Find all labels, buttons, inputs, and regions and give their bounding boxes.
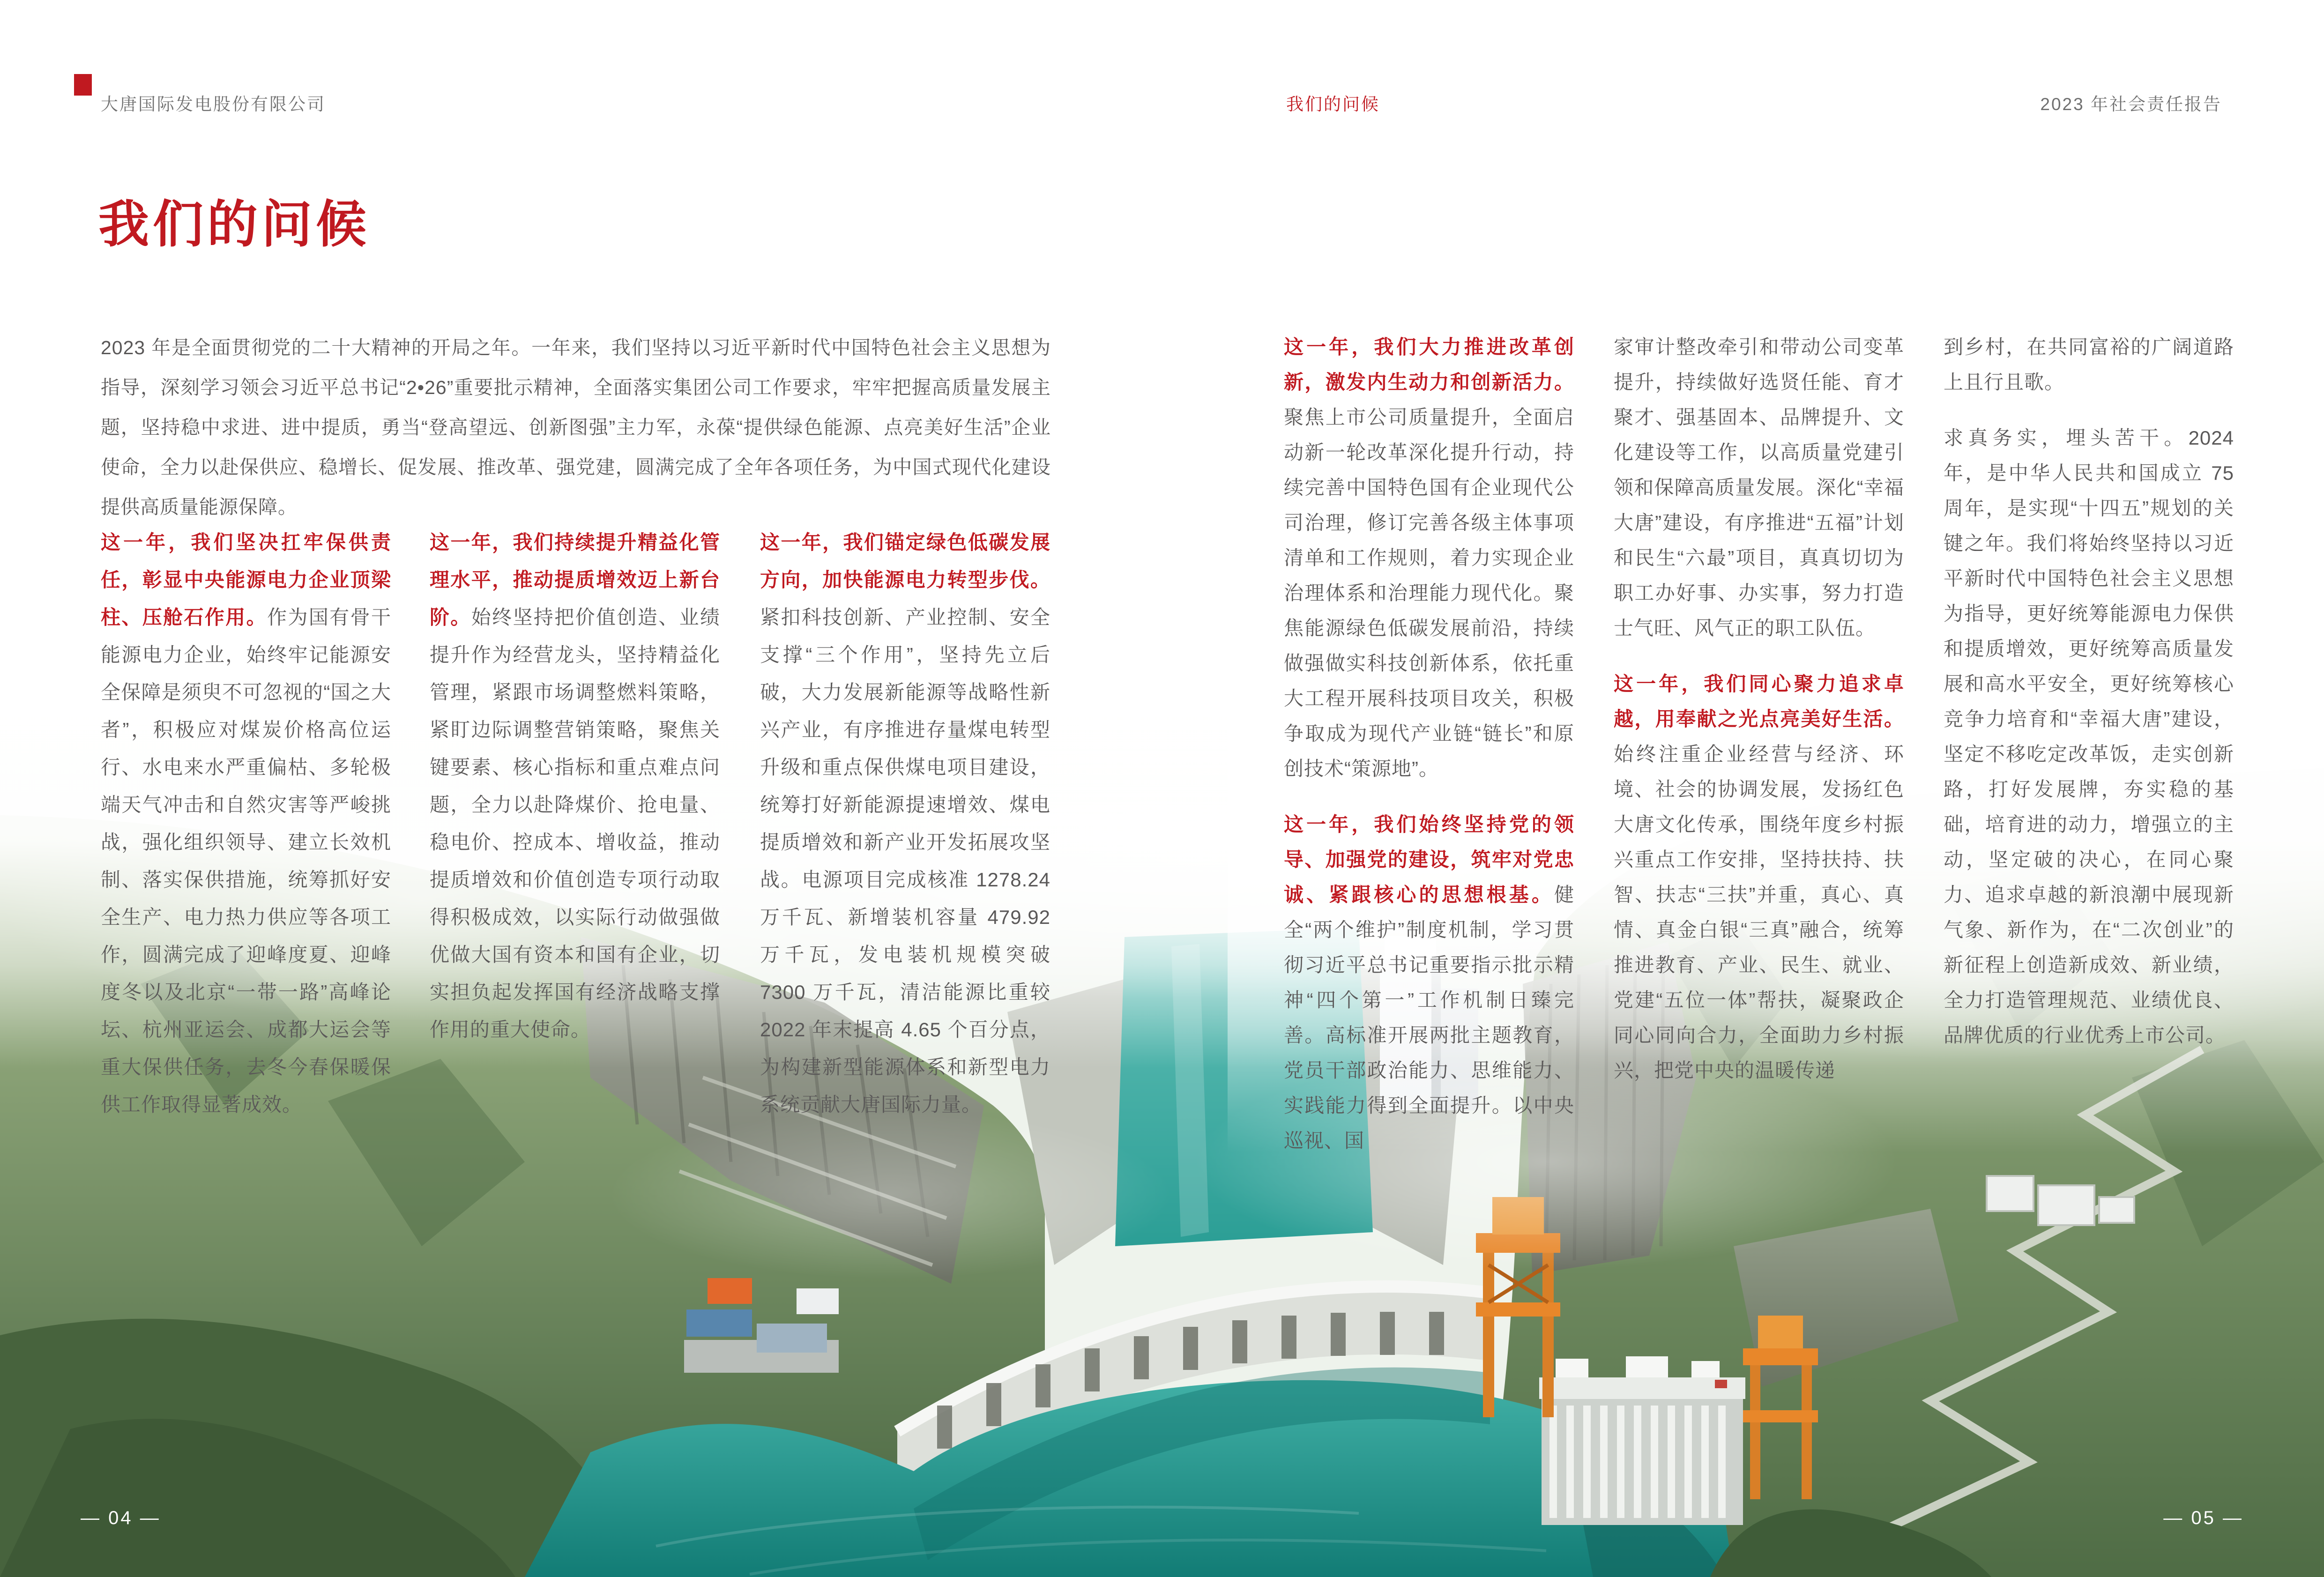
paragraph bbox=[430, 524, 720, 1049]
paragraph-body: 家审计整改牵引和带动公司变革提升，持续做好选贤任能、育才聚才、强基固本、品牌提升、文化建设等工作，以高质量党建引领和保障高质量发展。深化“幸福大唐”建设，有序推进“五福”计划和民生“六最”项目，真真切切为职工办好事、办实事，努力打造士气旺、风气正的职工队伍。 bbox=[1614, 336, 1904, 639]
intro-paragraph: 2023 年是全面贯彻党的二十大精神的开局之年。一年来，我们坚持以习近平新时代中国特色社会主义思想为指导，深刻学习领会习近平总书记“2•26”重要批示精神，全面落实集团公司工作要求，牢牢把握高质量发展主题，坚持稳中求进、进中提质，勇当“登高望远、创新图强”主力军，永葆“提供绿色能源、点亮美好生活”企业使命，全力以赴保供应、稳增长、促发展、推改革、强党建，圆满完成了全年各项任务，为中国式现代化建设提供高质量能源保障。 bbox=[101, 337, 1051, 518]
header-section-name: 我们的问候 bbox=[1286, 95, 1380, 114]
page-title: 我们的问候 bbox=[98, 196, 371, 253]
paragraph bbox=[101, 524, 391, 1123]
paragraph bbox=[1614, 666, 1904, 1088]
column-3 bbox=[760, 524, 1050, 1144]
column-1 bbox=[101, 524, 391, 1144]
paragraph bbox=[1944, 420, 2234, 1053]
page-number-left: — 04 — bbox=[81, 1508, 161, 1528]
paragraph-body: 聚焦上市公司质量提升，全面启动新一轮改革深化提升行动，持续完善中国特色国有企业现代公司治理，修订完善各级主体事项清单和工作规则，着力实现企业治理体系和治理能力现代化。聚焦能源绿色低碳发展前沿，持续做强做实科技创新体系，依托重大工程开展科技项目攻关，积极争取成为现代产业链“链长”和原创技术“策源地”。 bbox=[1284, 406, 1574, 780]
paragraph bbox=[1284, 329, 1574, 786]
paragraph-lead: 这一年，我们锚定绿色低碳发展方向，加快能源电力转型步伐。 bbox=[760, 531, 1050, 591]
column-6 bbox=[1944, 329, 2234, 1073]
header-company-name: 大唐国际发电股份有限公司 bbox=[101, 95, 326, 114]
paragraph-body: 始终坚持把价值创造、业绩提升作为经营龙头，坚持精益化管理，紧跟市场调整燃料策略，紧盯边际调整营销策略，聚焦关键要素、核心指标和重点难点问题，全力以赴降煤价、抢电量、稳电价、控成本、增收益，推动提质增效和价值创造专项行动取得积极成效，以实际行动做强做优做大国有资本和国有企业，切实担负起发挥国有经济战略支撑作用的重大使命。 bbox=[430, 606, 720, 1041]
paragraph-body: 作为国有骨干能源电力企业，始终牢记能源安全保障是须臾不可忽视的“国之大者”，积极应对煤炭价格高位运行、水电来水严重偏枯、多轮极端天气冲击和自然灾害等严峻挑战，强化组织领导、建立长效机制、落实保供措施，统筹抓好安全生产、电力热力供应等各项工作，圆满完成了迎峰度夏、迎峰度冬以及北京“一带一路”高峰论坛、杭州亚运会、成都大运会等重大保供任务，去冬今春保暖保供工作取得显著成效。 bbox=[101, 606, 391, 1116]
paragraph bbox=[1284, 807, 1574, 1158]
paragraph bbox=[1944, 329, 2234, 400]
header-report-name: 2023 年社会责任报告 bbox=[2040, 95, 2222, 114]
paragraph-body: 求真务实，埋头苦干。2024 年，是中华人民共和国成立 75 周年，是实现“十四五”规划的关键之年。我们将始终坚持以习近平新时代中国特色社会主义思想为指导，更好统筹能源电力保供和提质增效，更好统筹高质量发展和高水平安全，更好统筹核心竞争力培育和“幸福大唐”建设，坚定不移吃定改革饭，走实创新路，打好发展牌，夯实稳的基础，培育进的动力，增强立的主动，坚定破的决心，在同心聚力、追求卓越的新浪潮中展现新气象、新作为，在“二次创业”的新征程上创造新成效、新业绩，全力打造管理规范、业绩优良、品牌优质的行业优秀上市公司。 bbox=[1944, 427, 2234, 1046]
paragraph-body: 紧扣科技创新、产业控制、安全支撑“三个作用”，坚持先立后破，大力发展新能源等战略性新兴产业，有序推进存量煤电转型升级和重点保供煤电项目建设，统筹打好新能源提速增效、煤电提质增效和新产业开发拓展攻坚战。电源项目完成核准 1278.24 万千瓦、新增装机容量 479.92 万千瓦，发电装机规模突破 7300 万千瓦，清洁能源比重较 2022 年末提高 4.65 个百分点，为构建新型能源体系和新型电力系统贡献大唐国际力量。 bbox=[760, 606, 1050, 1116]
chapter-tab-marker bbox=[74, 74, 92, 96]
paragraph bbox=[1614, 329, 1904, 646]
column-2 bbox=[430, 524, 720, 1069]
page-number-right: — 05 — bbox=[2163, 1508, 2243, 1528]
paragraph-lead: 这一年，我们持续提升精益化管理水平，推动提质增效迈上新台阶。 bbox=[430, 531, 720, 628]
paragraph-lead: 这一年，我们大力推进改革创新，激发内生动力和创新活力。 bbox=[1284, 336, 1574, 393]
paragraph-lead: 这一年，我们始终坚持党的领导、加强党的建设，筑牢对党忠诚、紧跟核心的思想根基。 bbox=[1284, 813, 1574, 906]
paragraph-body: 健全“两个维护”制度机制，学习贯彻习近平总书记重要指示批示精神“四个第一”工作机制日臻完善。高标准开展两批主题教育，党员干部政治能力、思维能力、实践能力得到全面提升。以中央巡视、国 bbox=[1284, 884, 1574, 1152]
paragraph bbox=[760, 524, 1050, 1123]
column-5 bbox=[1614, 329, 1904, 1108]
paragraph-body: 到乡村，在共同富裕的广阔道路上且行且歌。 bbox=[1944, 336, 2234, 393]
paragraph-lead: 这一年，我们同心聚力追求卓越，用奉献之光点亮美好生活。 bbox=[1614, 673, 1904, 730]
column-4 bbox=[1284, 329, 1574, 1179]
paragraph-body: 始终注重企业经营与经济、环境、社会的协调发展，发扬红色大唐文化传承，围绕年度乡村振兴重点工作安排，坚持扶持、扶智、扶志“三扶”并重，真心、真情、真金白银“三真”融合，统筹推进教育、产业、民生、就业、党建“五位一体”帮扶，凝聚政企同心同向合力，全面助力乡村振兴，把党中央的温暖传递 bbox=[1614, 743, 1904, 1081]
paragraph-lead: 这一年，我们坚决扛牢保供责任，彰显中央能源电力企业顶梁柱、压舱石作用。 bbox=[101, 531, 391, 628]
